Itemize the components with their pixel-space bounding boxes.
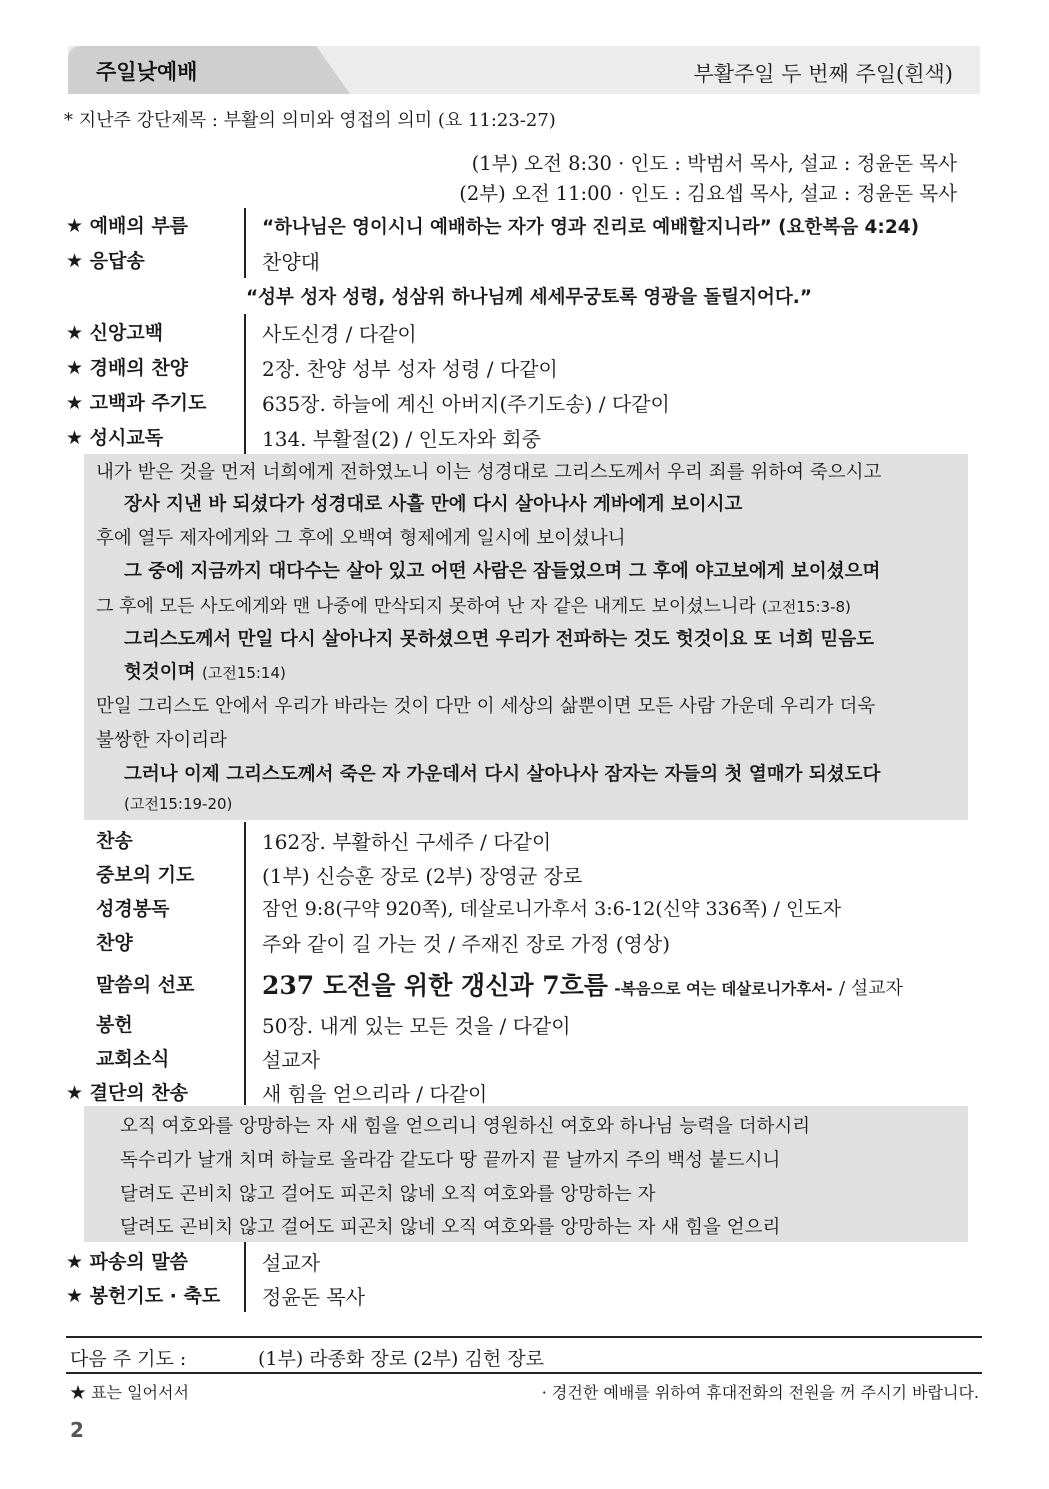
order-label: ★ 고백과 주기도 bbox=[66, 392, 207, 414]
order-value: (1부) 신승훈 장로 (2부) 장영균 장로 bbox=[262, 864, 583, 888]
sermon-subtitle: -복음으로 여는 데살로니가후서- bbox=[614, 980, 833, 998]
hymn-lyric-line: 달려도 곤비치 않고 걸어도 피곤치 않네 오직 여호와를 앙망하는 자 bbox=[120, 1184, 656, 1205]
sermon-line bbox=[262, 966, 903, 1002]
reading-line-congregation: 그리스도께서 만일 다시 살아나지 못하셨으면 우리가 전파하는 것도 헛것이요 또 너희 믿음도 bbox=[124, 629, 874, 650]
order-label: 성경봉독 bbox=[96, 898, 170, 920]
order-row bbox=[66, 1044, 966, 1076]
previous-sermon-title: * 지난주 강단제목 : 부활의 의미와 영접의 의미 (요 11:23-27) bbox=[64, 110, 556, 131]
hymn-lyric-line: 독수리가 날개 치며 하늘로 올라감 같도다 땅 끝까지 끝 날까지 주의 백성 붙드시니 bbox=[120, 1150, 781, 1171]
sermon-row bbox=[66, 966, 976, 1006]
order-value: 새 힘을 얻으리라 / 다같이 bbox=[262, 1082, 488, 1106]
order-value: 50장. 내게 있는 모든 것을 / 다같이 bbox=[262, 1014, 571, 1038]
reading-line-leader: 만일 그리스도 안에서 우리가 바라는 것이 다만 이 세상의 삶뿐이면 모든 사람 가운데 우리가 더욱 bbox=[96, 696, 876, 717]
header-tab-label: 주일낮예배 bbox=[96, 60, 198, 84]
divider bbox=[66, 1336, 982, 1338]
order-label: ★ 신앙고백 bbox=[66, 322, 164, 344]
scripture-reference: (고전15:3-8) bbox=[761, 598, 851, 616]
sermon-preacher: / 설교자 bbox=[838, 978, 903, 999]
phone-notice: · 경건한 예배를 위하여 휴대전화의 전원을 꺼 주시기 바랍니다. bbox=[541, 1383, 979, 1402]
next-week-label: 다음 주 기도 : bbox=[70, 1348, 187, 1370]
response-song-text: “성부 성자 성령, 성삼위 하나님께 세세무궁토록 영광을 돌릴지어다.” bbox=[246, 287, 812, 308]
order-row bbox=[66, 860, 966, 892]
page-number: 2 bbox=[70, 1418, 84, 1442]
reading-line-leader: 후에 열두 제자에게와 그 후에 오백여 형제에게 일시에 보이셨나니 bbox=[96, 528, 626, 549]
order-label: ★ 경배의 찬양 bbox=[66, 357, 189, 379]
next-week-value: (1부) 라종화 장로 (2부) 김헌 장로 bbox=[258, 1348, 544, 1370]
divider bbox=[66, 1372, 982, 1374]
standing-note: ★ 표는 일어서서 bbox=[70, 1383, 189, 1402]
service-subtitle: 부활주일 두 번째 주일(흰색) bbox=[693, 62, 953, 86]
order-row bbox=[66, 246, 966, 278]
order-label: 봉헌 bbox=[96, 1014, 133, 1036]
order-value: 설교자 bbox=[262, 1251, 320, 1275]
order-value: 잠언 9:8(구약 920쪽), 데살로니가후서 3:6-12(신약 336쪽) / 인도자 bbox=[262, 898, 842, 920]
order-value: 134. 부활절(2) / 인도자와 회중 bbox=[262, 427, 541, 451]
order-row bbox=[66, 894, 986, 926]
reading-line-congregation bbox=[124, 792, 232, 814]
order-row bbox=[66, 318, 966, 350]
order-value: 사도신경 / 다같이 bbox=[262, 322, 417, 346]
order-row bbox=[66, 353, 966, 385]
order-row bbox=[66, 211, 966, 243]
reading-line-leader: 그 후에 모든 사도에게와 맨 나중에 만삭되지 못하여 난 자 같은 내게도 보이셨느니라 (고전15:3-8) bbox=[96, 596, 851, 617]
order-label: 말씀의 선포 bbox=[96, 974, 195, 996]
order-value: 2장. 찬양 성부 성자 성령 / 다같이 bbox=[262, 357, 558, 381]
order-row bbox=[66, 1010, 966, 1042]
order-row bbox=[66, 388, 966, 420]
order-label: ★ 결단의 찬송 bbox=[66, 1082, 189, 1104]
order-value: 정윤돈 목사 bbox=[262, 1285, 365, 1309]
service-time-1: (1부) 오전 8:30 · 인도 : 박범서 목사, 설교 : 정윤돈 목사 bbox=[471, 152, 957, 175]
reading-line-congregation: 그러나 이제 그리스도께서 죽은 자 가운데서 다시 살아나사 잠자는 자들의 첫 열매가 되셨도다 bbox=[124, 764, 881, 785]
scripture-reference: (고전15:19-20) bbox=[124, 795, 233, 813]
order-label: ★ 응답송 bbox=[66, 250, 145, 272]
sermon-title: 237 도전을 위한 갱신과 7흐름 bbox=[262, 971, 608, 1000]
order-row bbox=[66, 423, 966, 455]
order-value: 162장. 부활하신 구세주 / 다같이 bbox=[262, 830, 552, 854]
order-label: 찬양 bbox=[96, 932, 133, 954]
order-label: ★ 봉헌기도 · 축도 bbox=[66, 1285, 221, 1307]
reading-line-congregation: 장사 지낸 바 되셨다가 성경대로 사흘 만에 다시 살아나사 게바에게 보이시고 bbox=[124, 494, 743, 515]
service-time-2: (2부) 오전 11:00 · 인도 : 김요셉 목사, 설교 : 정윤돈 목사 bbox=[459, 182, 957, 205]
scripture-reference: (고전15:14) bbox=[201, 664, 286, 682]
order-value: 설교자 bbox=[262, 1048, 320, 1072]
order-value: 635장. 하늘에 계신 아버지(주기도송) / 다같이 bbox=[262, 392, 670, 416]
order-label: 중보의 기도 bbox=[96, 864, 195, 886]
order-label: ★ 성시교독 bbox=[66, 427, 164, 449]
order-label: 찬송 bbox=[96, 830, 133, 852]
order-row bbox=[66, 826, 966, 858]
order-value: 주와 같이 길 가는 것 / 주재진 장로 가정 (영상) bbox=[262, 932, 671, 956]
order-row bbox=[66, 928, 966, 960]
order-label: ★ 파송의 말씀 bbox=[66, 1251, 189, 1273]
hymn-lyric-line: 달려도 곤비치 않고 걸어도 피곤치 않네 오직 여호와를 앙망하는 자 새 힘을 얻으리 bbox=[120, 1217, 781, 1238]
order-label: 교회소식 bbox=[96, 1048, 170, 1070]
order-value: 찬양대 bbox=[262, 250, 320, 274]
hymn-lyric-line: 오직 여호와를 앙망하는 자 새 힘을 얻으리니 영원하신 여호와 하나님 능력을 더하시리 bbox=[120, 1116, 811, 1137]
order-row bbox=[66, 1247, 966, 1279]
reading-line-congregation: 헛것이며 (고전15:14) bbox=[124, 662, 286, 683]
order-label: ★ 예배의 부름 bbox=[66, 215, 189, 237]
call-to-worship-text: “하나님은 영이시니 예배하는 자가 영과 진리로 예배할지니라” (요한복음 4:24) bbox=[262, 217, 920, 238]
order-row bbox=[66, 1281, 966, 1313]
reading-line-leader: 불쌍한 자이리라 bbox=[96, 730, 227, 751]
reading-line-congregation: 그 중에 지금까지 대다수는 살아 있고 어떤 사람은 잠들었으며 그 후에 야고보에게 보이셨으며 bbox=[124, 561, 881, 582]
reading-line-leader: 내가 받은 것을 먼저 너희에게 전하였노니 이는 성경대로 그리스도께서 우리 죄를 위하여 죽으시고 bbox=[96, 462, 882, 483]
